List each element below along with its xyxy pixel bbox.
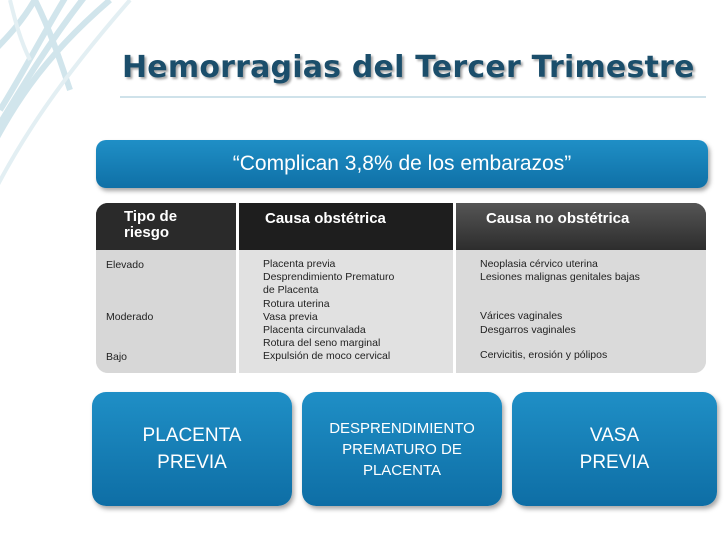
obstetric-cause: Desprendimiento Prematuro — [263, 271, 395, 284]
placenta-previa-button[interactable] — [92, 392, 292, 506]
obstetric-cause: Expulsión de moco cervical — [263, 350, 391, 363]
header-risk-type-line1: Tipo de — [124, 208, 178, 225]
obstetric-cause: Placenta previa — [263, 258, 336, 270]
desprendimiento-label-line2: PREMATURO DE — [342, 440, 462, 458]
non-obstetric-cause: Várices vaginales — [480, 310, 563, 323]
desprendimiento-prematuro-button[interactable] — [302, 392, 502, 506]
obstetric-cause: Placenta circunvalada — [263, 324, 366, 337]
placenta-previa-label-line2: PREVIA — [157, 452, 227, 473]
risk-level: Bajo — [106, 351, 128, 364]
vasa-previa-label-line2: PREVIA — [579, 452, 650, 473]
risk-level: Moderado — [106, 311, 154, 324]
obstetric-cause: Vasa previa — [263, 310, 318, 323]
placenta-previa-label-line1: PLACENTA — [142, 425, 242, 446]
obstetric-cause: Rotura uterina — [263, 297, 330, 310]
desprendimiento-label-line1: DESPRENDIMIENTO — [329, 419, 475, 437]
column-separator — [453, 203, 456, 373]
statistic-banner — [96, 140, 708, 188]
slide-title: Hemorragias del Tercer Trimestre — [122, 50, 695, 85]
obstetric-cause-column — [239, 250, 453, 373]
title-underline — [120, 96, 706, 98]
vasa-previa-label-line1: VASA — [589, 425, 640, 446]
risk-level-column — [96, 250, 236, 373]
header-risk-type — [96, 203, 236, 250]
obstetric-cause: de Placenta — [263, 284, 319, 297]
banner-text: “Complican 3,8% de los embarazos” — [232, 152, 572, 175]
non-obstetric-cause: Cervicitis, erosión y pólipos — [480, 348, 608, 361]
header-non-obstetric-cause: Causa no obstétrica — [456, 203, 706, 250]
vasa-previa-button[interactable] — [512, 392, 717, 506]
non-obstetric-cause: Desgarros vaginales — [480, 323, 576, 336]
column-separator — [236, 203, 239, 373]
header-obstetric-cause: Causa obstétrica — [239, 203, 453, 250]
risk-causes-table — [96, 203, 706, 373]
desprendimiento-label-line3: PLACENTA — [362, 461, 442, 479]
non-obstetric-cause: Lesiones malignas genitales bajas — [480, 271, 640, 284]
obstetric-cause: Rotura del seno marginal — [263, 337, 381, 350]
header-risk-type-line2: riesgo — [124, 224, 170, 241]
non-obstetric-cause: Neoplasia cérvico uterina — [480, 258, 598, 270]
risk-level: Elevado — [106, 259, 144, 271]
non-obstetric-cause-column — [456, 250, 706, 373]
